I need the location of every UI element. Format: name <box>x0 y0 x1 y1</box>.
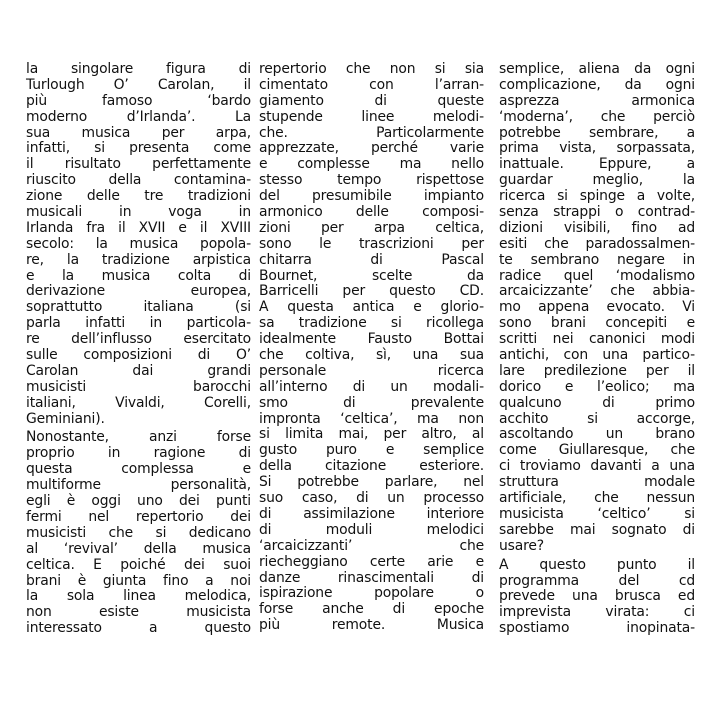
text-line: apprezzate, perché varie <box>259 140 484 157</box>
text-line: egli è oggi uno dei punti <box>26 493 251 510</box>
text-line: sa tradizione si ricollega <box>259 315 484 332</box>
text-line: dizioni visibili, fino ad <box>499 219 695 236</box>
text-line: armonico delle composi- <box>259 204 484 221</box>
text-line: impronta ‘celtica’, ma non <box>259 410 484 427</box>
text-line: semplice, aliena da ogni <box>499 61 695 77</box>
text-line: interessato a questo <box>26 620 251 637</box>
text-line: ascoltando un brano <box>499 426 695 443</box>
text-line: all’interno di un modali- <box>259 378 484 395</box>
text-line: suo caso, di un processo <box>259 490 484 507</box>
text-line: del presumibile impianto <box>259 188 484 205</box>
text-line: lare predilezione per il <box>499 362 695 379</box>
text-line: la singolare figura di <box>26 61 251 77</box>
text-line: re, la tradizione arpistica <box>26 251 251 268</box>
text-line: Si potrebbe parlare, nel <box>259 474 484 491</box>
text-line: che. Particolarmente <box>259 124 484 141</box>
text-line: asprezza armonica <box>499 92 695 109</box>
text-line: qualcuno di primo <box>499 394 695 411</box>
text-line: musicisti barocchi <box>26 378 251 395</box>
text-line: moderno d’Irlanda’. La <box>26 108 251 125</box>
text-line: sono brani concepiti e <box>499 315 695 332</box>
text-line: inattuale. Eppure, a <box>499 156 695 173</box>
text-line: fermi nel repertorio dei <box>26 508 251 525</box>
text-line: Nonostante, anzi forse <box>26 429 251 446</box>
text-line: che coltiva, sì, una sua <box>259 347 484 364</box>
text-line: ricerca si spinge a volte, <box>499 188 695 205</box>
text-line: personale ricerca <box>259 362 484 379</box>
text-line: Geminiani). <box>26 410 105 427</box>
text-line: chitarra di Pascal <box>259 251 484 268</box>
text-line: prevede una brusca ed <box>499 588 695 605</box>
text-line: la sola linea melodica, <box>26 588 251 605</box>
text-line: sulle composizioni di O’ <box>26 347 251 364</box>
text-line: musicista ‘celtico’ si <box>499 505 695 522</box>
text-line: esiti che paradossalmen- <box>499 235 695 252</box>
text-line: come Giullaresque, che <box>499 442 695 459</box>
text-line: artificiale, che nessun <box>499 490 695 507</box>
text-line: struttura modale <box>499 474 695 491</box>
text-line: A questa antica e glorio- <box>259 299 484 316</box>
text-line: cimentato con l’arran- <box>259 76 484 93</box>
text-line: il risultato perfettamente <box>26 156 251 173</box>
text-line: e complesse ma nello <box>259 156 484 173</box>
text-line: senza strappi o contrad- <box>499 204 695 221</box>
text-line: smo di prevalente <box>259 394 484 411</box>
text-line: stesso tempo rispettose <box>259 172 484 189</box>
text-line: scritti nei canonici modi <box>499 331 695 348</box>
text-line: più remote. Musica <box>259 617 484 634</box>
text-line: non esiste musicista <box>26 604 251 621</box>
text-line: re dell’influsso esercitato <box>26 331 251 348</box>
text-line: zioni per arpa celtica, <box>259 219 484 236</box>
text-line: Irlanda fra il XVII e il XVIII <box>26 219 251 236</box>
text-line: musicali in voga in <box>26 204 251 221</box>
text-line: derivazione europea, <box>26 283 251 300</box>
text-line: prima vista, sorpassata, <box>499 140 695 157</box>
text-line: ci troviamo davanti a una <box>499 458 695 475</box>
text-line: e la musica colta di <box>26 267 251 284</box>
text-line: arcaicizzante’ che abbia- <box>499 283 695 300</box>
text-line: radice quel ‘modalismo <box>499 267 695 284</box>
text-line: dorico e l’eolico; ma <box>499 378 695 395</box>
text-line: imprevista virata: ci <box>499 604 695 621</box>
text-line: spostiamo inopinata- <box>499 620 695 637</box>
text-line: sono le trascrizioni per <box>259 235 484 252</box>
text-line: gusto puro e semplice <box>259 442 484 459</box>
text-line: zione delle tre tradizioni <box>26 188 251 205</box>
text-line: stupende linee melodi- <box>259 108 484 125</box>
text-line: mo appena evocato. Vi <box>499 299 695 316</box>
text-line: celtica. E poiché dei suoi <box>26 556 251 573</box>
text-line: italiani, Vivaldi, Corelli, <box>26 394 251 411</box>
text-line: sarebbe mai sognato di <box>499 521 695 538</box>
text-line: antichi, con una partico- <box>499 347 695 364</box>
text-column-3 <box>499 62 695 637</box>
text-line: potrebbe sembrare, a <box>499 124 695 141</box>
text-line: giamento di queste <box>259 92 484 109</box>
text-line: A questo punto il <box>499 556 695 573</box>
text-line: ‘arcaicizzanti’ che <box>259 537 484 554</box>
text-line: proprio in ragione di <box>26 445 251 462</box>
text-line: te sembrano negare in <box>499 251 695 268</box>
text-line: ‘moderna’, che perciò <box>499 108 695 125</box>
text-line: secolo: la musica popola- <box>26 235 251 252</box>
text-line: infatti, si presenta come <box>26 140 251 157</box>
text-line: si limita mai, per altro, al <box>259 426 484 443</box>
text-line: musicisti che si dedicano <box>26 524 251 541</box>
text-line: Turlough O’ Carolan, il <box>26 76 251 93</box>
text-line: più famoso ‘bardo <box>26 92 251 109</box>
text-line: repertorio che non si sia <box>259 61 484 77</box>
text-line: multiforme personalità, <box>26 477 251 494</box>
text-line: sua musica per arpa, <box>26 124 251 141</box>
text-line: guardar meglio, la <box>499 172 695 189</box>
text-column-1 <box>26 62 251 637</box>
text-line: brani è giunta fino a noi <box>26 572 251 589</box>
text-line: soprattutto italiana (si <box>26 299 251 316</box>
text-line: danze rinascimentali di <box>259 569 484 586</box>
text-line: Carolan dai grandi <box>26 362 251 379</box>
text-line: di assimilazione interiore <box>259 505 484 522</box>
text-line: di moduli melodici <box>259 521 484 538</box>
text-line: riecheggiano certe arie e <box>259 553 484 570</box>
text-line: ispirazione popolare o <box>259 585 484 602</box>
text-line: riuscito della contamina- <box>26 172 251 189</box>
text-line: parla infatti in particola- <box>26 315 251 332</box>
text-line: acchito si accorge, <box>499 410 695 427</box>
text-line: della citazione esteriore. <box>259 458 484 475</box>
text-line: questa complessa e <box>26 461 251 478</box>
text-line: forse anche di epoche <box>259 601 484 618</box>
text-line: idealmente Fausto Bottai <box>259 331 484 348</box>
text-line: Barricelli per questo CD. <box>259 283 484 300</box>
text-line: Bournet, scelte da <box>259 267 484 284</box>
text-column-2 <box>259 62 484 634</box>
text-line: complicazione, da ogni <box>499 76 695 93</box>
text-line: programma del cd <box>499 572 695 589</box>
text-line: usare? <box>499 537 544 554</box>
text-line: al ‘revival’ della musica <box>26 540 251 557</box>
